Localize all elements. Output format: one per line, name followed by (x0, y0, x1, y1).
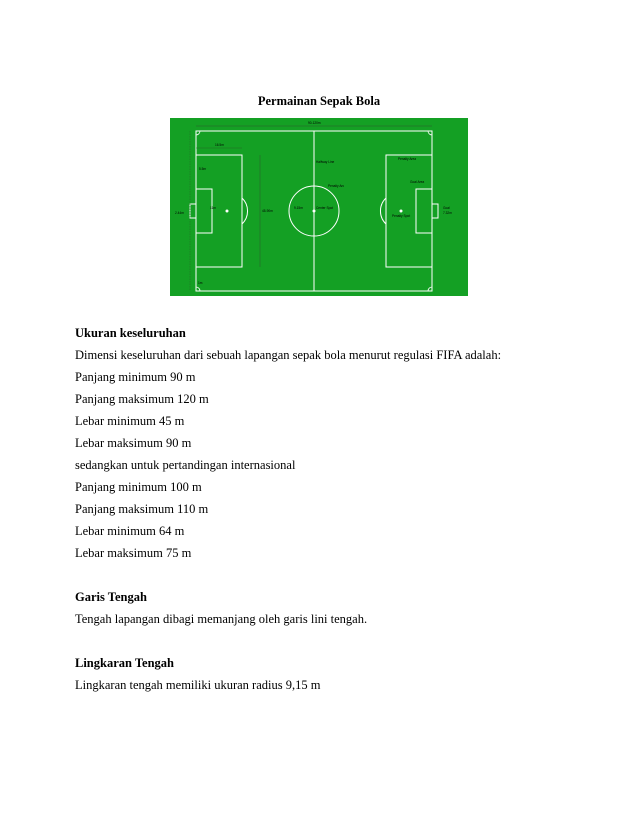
paragraph-line: Tengah lapangan dibagi memanjang oleh garis lini tengah. (75, 612, 368, 626)
section-heading-garis-tengah: Garis Tengah (75, 590, 147, 604)
label-penalty-spot: Penalty Spot (392, 214, 411, 218)
football-pitch-diagram (170, 118, 468, 296)
label-center-spot: Center Spot (316, 206, 334, 210)
label-penalty-width: 16.5m (215, 143, 224, 147)
section-heading-lingkaran-tengah: Lingkaran Tengah (75, 656, 175, 670)
paragraph-line: Lebar minimum 45 m (75, 414, 185, 428)
label-goal-area-size: 5.5m (199, 167, 207, 171)
paragraph-line: Panjang maksimum 120 m (75, 392, 209, 406)
label-penalty-area: Penalty Area (398, 157, 417, 161)
paragraph-line: Lebar maksimum 90 m (75, 436, 192, 450)
paragraph-line: Lebar minimum 64 m (75, 524, 185, 538)
label-corner: 1m (198, 281, 203, 285)
section-heading-ukuran: Ukuran keseluruhan (75, 326, 186, 340)
left-penalty-spot (226, 210, 229, 213)
label-goal: Goal (443, 206, 450, 210)
pitch-svg (170, 118, 468, 296)
document-title: Permainan Sepak Bola (257, 94, 381, 108)
document-body (75, 322, 575, 696)
paragraph-line: Panjang minimum 100 m (75, 480, 202, 494)
label-total-length: 90-120m (308, 121, 321, 125)
paragraph-line: Panjang maksimum 110 m (75, 502, 209, 516)
label-penalty-distance: 11m (210, 206, 216, 210)
paragraph-line: Dimensi keseluruhan dari sebuah lapangan sepak bola menurut regulasi FIFA adalah: (75, 348, 502, 362)
label-side-width: 45-90m (262, 209, 273, 213)
label-center-circle: 9.15m (294, 206, 303, 210)
label-goal-width: 7.32m (443, 211, 452, 215)
label-penalty-arc: Penalty Arc (328, 184, 345, 188)
paragraph-line: Panjang minimum 90 m (75, 370, 196, 384)
spacer (75, 630, 575, 652)
paragraph-line: sedangkan untuk pertandingan internasional (75, 458, 296, 472)
paragraph-line: Lebar maksimum 75 m (75, 546, 192, 560)
label-goal-area: Goal Area (410, 180, 425, 184)
right-penalty-spot (400, 210, 403, 213)
spacer (75, 564, 575, 586)
paragraph-line: Lingkaran tengah memiliki ukuran radius 9,15 m (75, 678, 321, 692)
label-halfway-line: Halfway Line (316, 160, 335, 164)
label-goal-depth: 2.44m (175, 211, 184, 215)
